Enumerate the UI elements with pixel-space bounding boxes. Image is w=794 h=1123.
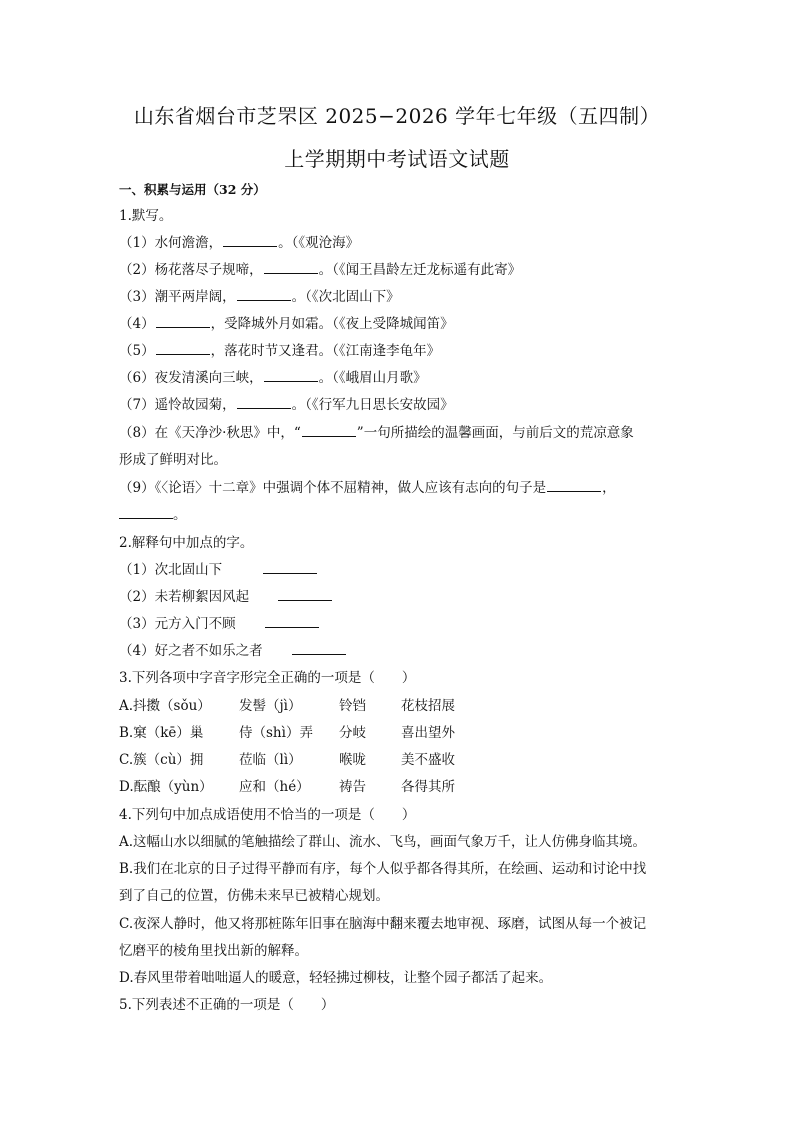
option-word: 祷告 — [339, 779, 366, 795]
question-2-item — [119, 642, 347, 660]
answer-blank[interactable] — [302, 424, 356, 437]
item-suffix: ”一句所描绘的温馨画面，与前后文的荒凉意象 — [356, 425, 634, 441]
answer-blank[interactable] — [264, 261, 318, 274]
question-1-item — [119, 315, 454, 333]
option-word: 喉咙 — [339, 752, 366, 768]
item-text: （1）次北固山下 — [119, 562, 223, 578]
question-1-item-continuation: 形成了鲜明对比。 — [119, 452, 227, 468]
item-text: （4）好之者不如乐之者 — [119, 643, 263, 659]
question-1-item — [119, 396, 454, 414]
question-2-item — [119, 561, 318, 579]
question-1-item-continuation — [119, 506, 187, 524]
item-suffix: 。（《行军九日思长安故园》 — [291, 397, 454, 413]
question-4-option-c-continuation: 忆磨平的棱角里找出新的解释。 — [119, 943, 308, 959]
option-word: 分岐 — [339, 725, 366, 741]
item-prefix: （6）夜发清溪向三峡， — [119, 370, 263, 386]
question-4-stem: 4.下列句中加点成语使用不恰当的一项是（ ） — [119, 807, 416, 823]
page-subtitle: 上学期期中考试语文试题 — [284, 147, 510, 171]
item-text: （3）元方入门不顾 — [119, 616, 236, 632]
option-word: 应和（hé） — [239, 779, 310, 795]
item-suffix: 。（《闻王昌龄左迁龙标遥有此寄》 — [318, 262, 522, 278]
answer-blank[interactable] — [119, 506, 173, 519]
question-4-option-d: D.春风里带着咄咄逼人的暖意，轻轻拂过柳枝，让整个园子都活了起来。 — [119, 970, 553, 986]
item-suffix: 。（《次北固山下》 — [291, 289, 400, 305]
answer-blank[interactable] — [292, 642, 346, 655]
item-prefix: （3）潮平两岸阔， — [119, 289, 236, 305]
page-title: 山东省烟台市芝罘区 2025−2026 学年七年级（五四制） — [133, 104, 661, 128]
question-4-option-a: A.这幅山水以细腻的笔触描绘了群山、流水、飞鸟，画面气象万千，让人仿佛身临其境。 — [119, 834, 647, 850]
question-1-item — [119, 479, 616, 497]
item-prefix: （5） — [119, 343, 155, 359]
answer-blank[interactable] — [237, 396, 291, 409]
option-word: B.窠（kē）巢 — [119, 725, 204, 741]
item-end: 。 — [173, 507, 187, 523]
item-prefix: （8）在《天净沙·秋思》中，“ — [119, 425, 301, 441]
option-word: 美不盛收 — [401, 752, 455, 768]
option-word: A.抖擞（sǒu） — [119, 698, 211, 714]
question-3-option-b — [119, 724, 455, 742]
question-5-stem: 5.下列表述不正确的一项是（ ） — [119, 997, 335, 1013]
question-1-item — [119, 369, 427, 387]
question-3-option-d — [119, 778, 455, 796]
answer-blank[interactable] — [278, 588, 332, 601]
answer-blank[interactable] — [264, 369, 318, 382]
answer-blank[interactable] — [156, 342, 210, 355]
question-4-option-b-continuation: 到了自己的位置，仿佛未来早已被精心规划。 — [119, 888, 389, 904]
item-separator: ， — [602, 480, 616, 496]
option-word: D.酝酿（yùn） — [119, 779, 213, 795]
question-2-item — [119, 615, 320, 633]
answer-blank[interactable] — [156, 315, 210, 328]
item-prefix: （2）杨花落尽子规啼， — [119, 262, 263, 278]
item-text: （2）未若柳絮因风起 — [119, 589, 250, 605]
answer-blank[interactable] — [263, 561, 317, 574]
item-suffix: 。（《观沧海》 — [278, 235, 360, 251]
item-suffix: 。（《峨眉山月歌》 — [318, 370, 427, 386]
option-word: 侍（shì）弄 — [239, 725, 313, 741]
item-suffix: ，受降城外月如霜。（《夜上受降城闻笛》 — [210, 316, 454, 332]
question-1-item — [119, 288, 400, 306]
option-word: C.簇（cù）拥 — [119, 752, 204, 768]
option-word: 发髻（jì） — [239, 698, 302, 714]
question-3-stem: 3.下列各项中字音字形完全正确的一项是（ ） — [119, 670, 416, 686]
question-3-option-c — [119, 751, 455, 769]
answer-blank[interactable] — [547, 479, 601, 492]
question-1-item — [119, 342, 440, 360]
item-prefix: （7）遥怜故园菊， — [119, 397, 236, 413]
item-suffix: ，落花时节又逢君。（《江南逢李龟年》 — [210, 343, 441, 359]
question-2-stem: 2.解释句中加点的字。 — [119, 535, 254, 551]
question-3-option-a — [119, 697, 455, 715]
item-prefix: （1）水何澹澹， — [119, 235, 223, 251]
question-1-item — [119, 234, 359, 252]
option-word: 花枝招展 — [401, 698, 455, 714]
question-2-item — [119, 588, 333, 606]
question-1-item — [119, 261, 521, 279]
item-prefix: （4） — [119, 316, 155, 332]
answer-blank[interactable] — [223, 234, 277, 247]
option-word: 各得其所 — [401, 779, 455, 795]
question-4-option-b: B.我们在北京的日子过得平静而有序，每个人似乎都各得其所，在绘画、运动和讨论中找 — [119, 861, 647, 877]
question-4-option-c: C.夜深人静时，他又将那桩陈年旧事在脑海中翻来覆去地审视、琢磨，试图从每一个被记 — [119, 916, 647, 932]
option-word: 莅临（lì） — [239, 752, 302, 768]
option-word: 喜出望外 — [401, 725, 455, 741]
option-word: 铃铛 — [339, 698, 366, 714]
item-prefix: （9）《〈论语〉十二章》中强调个体不屈精神，做人应该有志向的句子是 — [119, 480, 547, 496]
section-heading: 一、积累与运用（32 分） — [119, 182, 266, 197]
answer-blank[interactable] — [265, 615, 319, 628]
answer-blank[interactable] — [237, 288, 291, 301]
question-1-item — [119, 424, 634, 442]
question-1-stem: 1.默写。 — [119, 208, 173, 224]
